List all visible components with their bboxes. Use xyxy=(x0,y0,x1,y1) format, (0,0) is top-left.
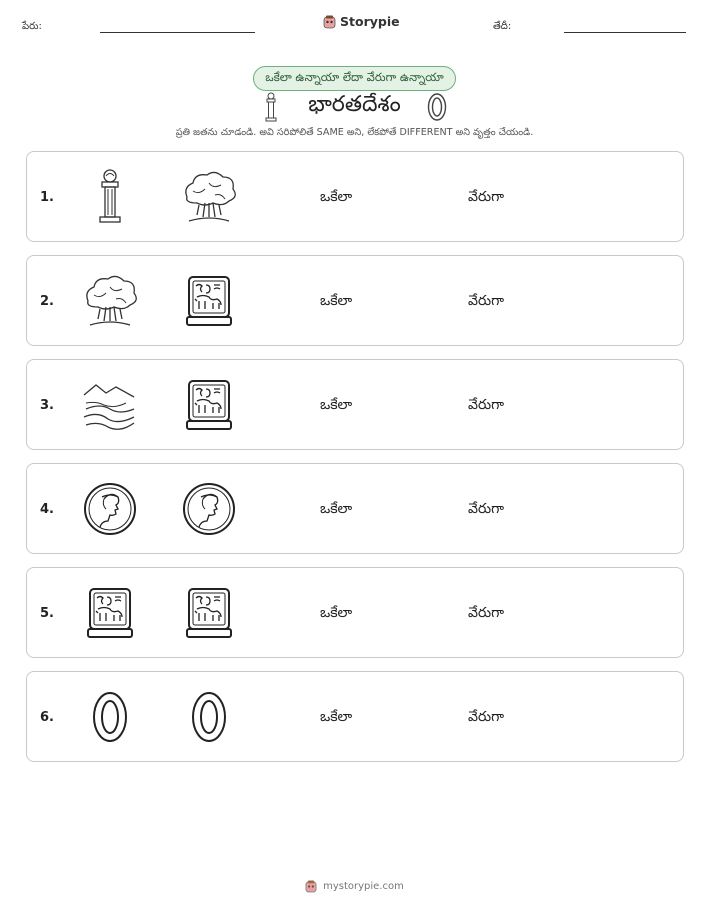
footer-url: mystorypie.com xyxy=(323,881,404,892)
banyan-tree-icon xyxy=(179,167,239,227)
question-number: 2. xyxy=(40,294,54,309)
page-title: భారతదేశం xyxy=(308,92,401,117)
coin-icon xyxy=(179,479,239,539)
name-label: పేరు: xyxy=(22,21,42,32)
question-pill: ఒకేలా ఉన్నాయా లేదా వేరుగా ఉన్నాయా xyxy=(253,66,456,91)
footer xyxy=(0,880,709,893)
different-option[interactable]: వేరుగా xyxy=(468,397,504,413)
question-number: 5. xyxy=(40,606,54,621)
mascot-icon xyxy=(305,880,317,893)
zero-icon xyxy=(427,92,447,122)
indus-seal-icon xyxy=(179,375,239,435)
question-row xyxy=(26,567,684,658)
question-number: 3. xyxy=(40,398,54,413)
same-option[interactable]: ఒకేలా xyxy=(320,501,353,517)
same-option[interactable]: ఒకేలా xyxy=(320,189,353,205)
brand-name: Storypie xyxy=(340,14,400,29)
zero-icon xyxy=(80,687,140,747)
question-row xyxy=(26,463,684,554)
question-row xyxy=(26,359,684,450)
different-option[interactable]: వేరుగా xyxy=(468,293,504,309)
question-row xyxy=(26,255,684,346)
banyan-tree-icon xyxy=(80,271,140,331)
brand-logo xyxy=(323,14,400,29)
date-label: తేదీ: xyxy=(493,21,512,32)
pillar-icon xyxy=(80,167,140,227)
question-number: 1. xyxy=(40,190,54,205)
question-number: 6. xyxy=(40,710,54,725)
different-option[interactable]: వేరుగా xyxy=(468,501,504,517)
indus-seal-icon xyxy=(179,583,239,643)
river-icon xyxy=(80,375,140,435)
same-option[interactable]: ఒకేలా xyxy=(320,293,353,309)
question-number: 4. xyxy=(40,502,54,517)
question-row xyxy=(26,151,684,242)
different-option[interactable]: వేరుగా xyxy=(468,605,504,621)
indus-seal-icon xyxy=(179,271,239,331)
worksheet-header xyxy=(0,10,709,40)
mascot-icon xyxy=(323,15,336,29)
indus-seal-icon xyxy=(80,583,140,643)
name-line[interactable] xyxy=(100,32,255,33)
same-option[interactable]: ఒకేలా xyxy=(320,709,353,725)
same-option[interactable]: ఒకేలా xyxy=(320,397,353,413)
different-option[interactable]: వేరుగా xyxy=(468,709,504,725)
date-line[interactable] xyxy=(564,32,686,33)
same-option[interactable]: ఒకేలా xyxy=(320,605,353,621)
zero-icon xyxy=(179,687,239,747)
question-row xyxy=(26,671,684,762)
different-option[interactable]: వేరుగా xyxy=(468,189,504,205)
instructions: ప్రతి జతను చూడండి. అవి సరిపోలితే SAME అని, లేకపోతే DIFFERENT అని వృత్తం చేయండి. xyxy=(175,127,534,138)
coin-icon xyxy=(80,479,140,539)
